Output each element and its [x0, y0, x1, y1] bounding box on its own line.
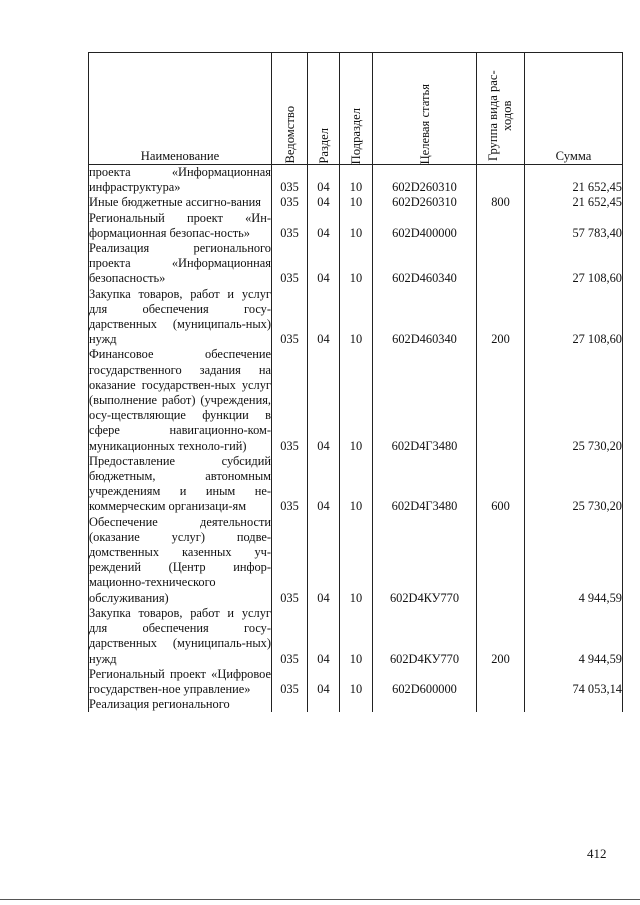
table-row: [89, 241, 623, 287]
row-razdel: 04: [308, 606, 340, 667]
row-name: Предоставление субсидий бюджетным, автономным учреждениям и иным не-коммерческим организаци-ям: [89, 453, 271, 514]
row-gruppa: [477, 347, 525, 453]
row-celevaya: 602D260310: [373, 195, 477, 210]
row-razdel: 04: [308, 211, 340, 241]
row-podrazdel: 10: [340, 347, 373, 453]
row-name: Реализация регионального: [89, 697, 272, 712]
bottom-divider: [0, 899, 640, 900]
row-razdel: 04: [308, 241, 340, 287]
row-summa: 25 730,20: [525, 454, 623, 515]
row-vedomstvo: 035: [272, 241, 308, 287]
row-celevaya: 602D460340: [373, 241, 477, 287]
table-header: [89, 53, 623, 165]
row-name: Финансовое обеспечение государственного задания на оказание государствен-ных услуг (выполнение работ) (учреждения, осу-ществляющие функции в сфере навигационно-ком-муникационных техноло-гий): [89, 347, 271, 453]
row-summa: 25 730,20: [525, 347, 623, 453]
row-name: Региональный проект «Цифровое государствен-ное управление»: [89, 666, 271, 696]
row-podrazdel: 10: [340, 211, 373, 241]
table-row: [89, 606, 623, 667]
row-gruppa: 800: [477, 195, 525, 210]
row-podrazdel: 10: [340, 515, 373, 606]
row-gruppa: [477, 697, 525, 712]
row-vedomstvo: 035: [272, 667, 308, 697]
row-gruppa: 600: [477, 454, 525, 515]
page-number: 412: [587, 846, 607, 861]
row-gruppa: 200: [477, 606, 525, 667]
row-podrazdel: 10: [340, 195, 373, 210]
row-vedomstvo: 035: [272, 454, 308, 515]
row-podrazdel: 10: [340, 241, 373, 287]
row-summa: 4 944,59: [525, 515, 623, 606]
row-vedomstvo: 035: [272, 606, 308, 667]
row-vedomstvo: 035: [272, 515, 308, 606]
row-gruppa: [477, 241, 525, 287]
row-gruppa: [477, 165, 525, 196]
row-celevaya: 602D4КУ770: [373, 606, 477, 667]
row-name: Закупка товаров, работ и услуг для обеспечения госу-дарственных (муниципаль-ных) нужд: [89, 605, 271, 666]
row-podrazdel: 10: [340, 165, 373, 196]
row-summa: 27 108,60: [525, 287, 623, 348]
header-summa: Сумма: [525, 53, 623, 165]
row-celevaya: 602D4Г3480: [373, 347, 477, 453]
row-razdel: 04: [308, 454, 340, 515]
row-vedomstvo: 035: [272, 347, 308, 453]
row-razdel: 04: [308, 515, 340, 606]
row-vedomstvo: 035: [272, 211, 308, 241]
row-summa: 57 783,40: [525, 211, 623, 241]
table-row: [89, 454, 623, 515]
row-summa: 27 108,60: [525, 241, 623, 287]
row-vedomstvo: 035: [272, 195, 308, 210]
row-vedomstvo: 035: [272, 287, 308, 348]
row-podrazdel: 10: [340, 287, 373, 348]
row-vedomstvo: 035: [272, 165, 308, 196]
row-podrazdel: 10: [340, 454, 373, 515]
row-celevaya: 602D260310: [373, 165, 477, 196]
row-name: Региональный проект «Ин-формационная безопас-ность»: [89, 210, 271, 240]
row-celevaya: 602D4КУ770: [373, 515, 477, 606]
row-podrazdel: 10: [340, 667, 373, 697]
table-row: [89, 287, 623, 348]
row-gruppa: [477, 667, 525, 697]
row-summa: 21 652,45: [525, 165, 623, 196]
row-summa: 74 053,14: [525, 667, 623, 697]
row-name: Обеспечение деятельности (оказание услуг) подве-домственных казенных уч-реждений (Центр инфор-мационно-технического обслуживания): [89, 514, 271, 605]
table-row: [89, 165, 623, 196]
row-celevaya: 602D600000: [373, 667, 477, 697]
row-summa: 4 944,59: [525, 606, 623, 667]
row-razdel: 04: [308, 347, 340, 453]
row-celevaya: 602D460340: [373, 287, 477, 348]
row-podrazdel: [340, 697, 373, 712]
row-summa: [525, 697, 623, 712]
table-row: [89, 195, 623, 210]
row-razdel: 04: [308, 667, 340, 697]
row-name: Иные бюджетные ассигно-вания: [89, 195, 272, 210]
header-name: Наименование: [89, 53, 272, 165]
row-celevaya: 602D400000: [373, 211, 477, 241]
row-vedomstvo: [272, 697, 308, 712]
table-row: [89, 211, 623, 241]
row-name: Закупка товаров, работ и услуг для обеспечения госу-дарственных (муниципаль-ных) нужд: [89, 286, 271, 347]
row-gruppa: [477, 211, 525, 241]
row-razdel: [308, 697, 340, 712]
table-body: [89, 165, 623, 713]
row-summa: 21 652,45: [525, 195, 623, 210]
row-podrazdel: 10: [340, 606, 373, 667]
row-gruppa: 200: [477, 287, 525, 348]
row-gruppa: [477, 515, 525, 606]
header-vedomstvo: Ведомство: [272, 53, 308, 165]
table-row: [89, 347, 623, 453]
row-celevaya: [373, 697, 477, 712]
table-row: [89, 697, 623, 712]
header-razdel: Раздел: [308, 53, 340, 165]
header-gruppa: Группа вида рас-ходов: [477, 53, 525, 165]
row-razdel: 04: [308, 287, 340, 348]
row-razdel: 04: [308, 195, 340, 210]
row-razdel: 04: [308, 165, 340, 196]
row-name: проекта «Информационная инфраструктура»: [89, 165, 271, 195]
budget-table: [88, 52, 623, 712]
header-celevaya: Целевая статья: [373, 53, 477, 165]
table-row: [89, 515, 623, 606]
row-celevaya: 602D4Г3480: [373, 454, 477, 515]
table-row: [89, 667, 623, 697]
row-name: Реализация регионального проекта «Информационная безопасность»: [89, 241, 271, 286]
header-podrazdel: Подраздел: [340, 53, 373, 165]
